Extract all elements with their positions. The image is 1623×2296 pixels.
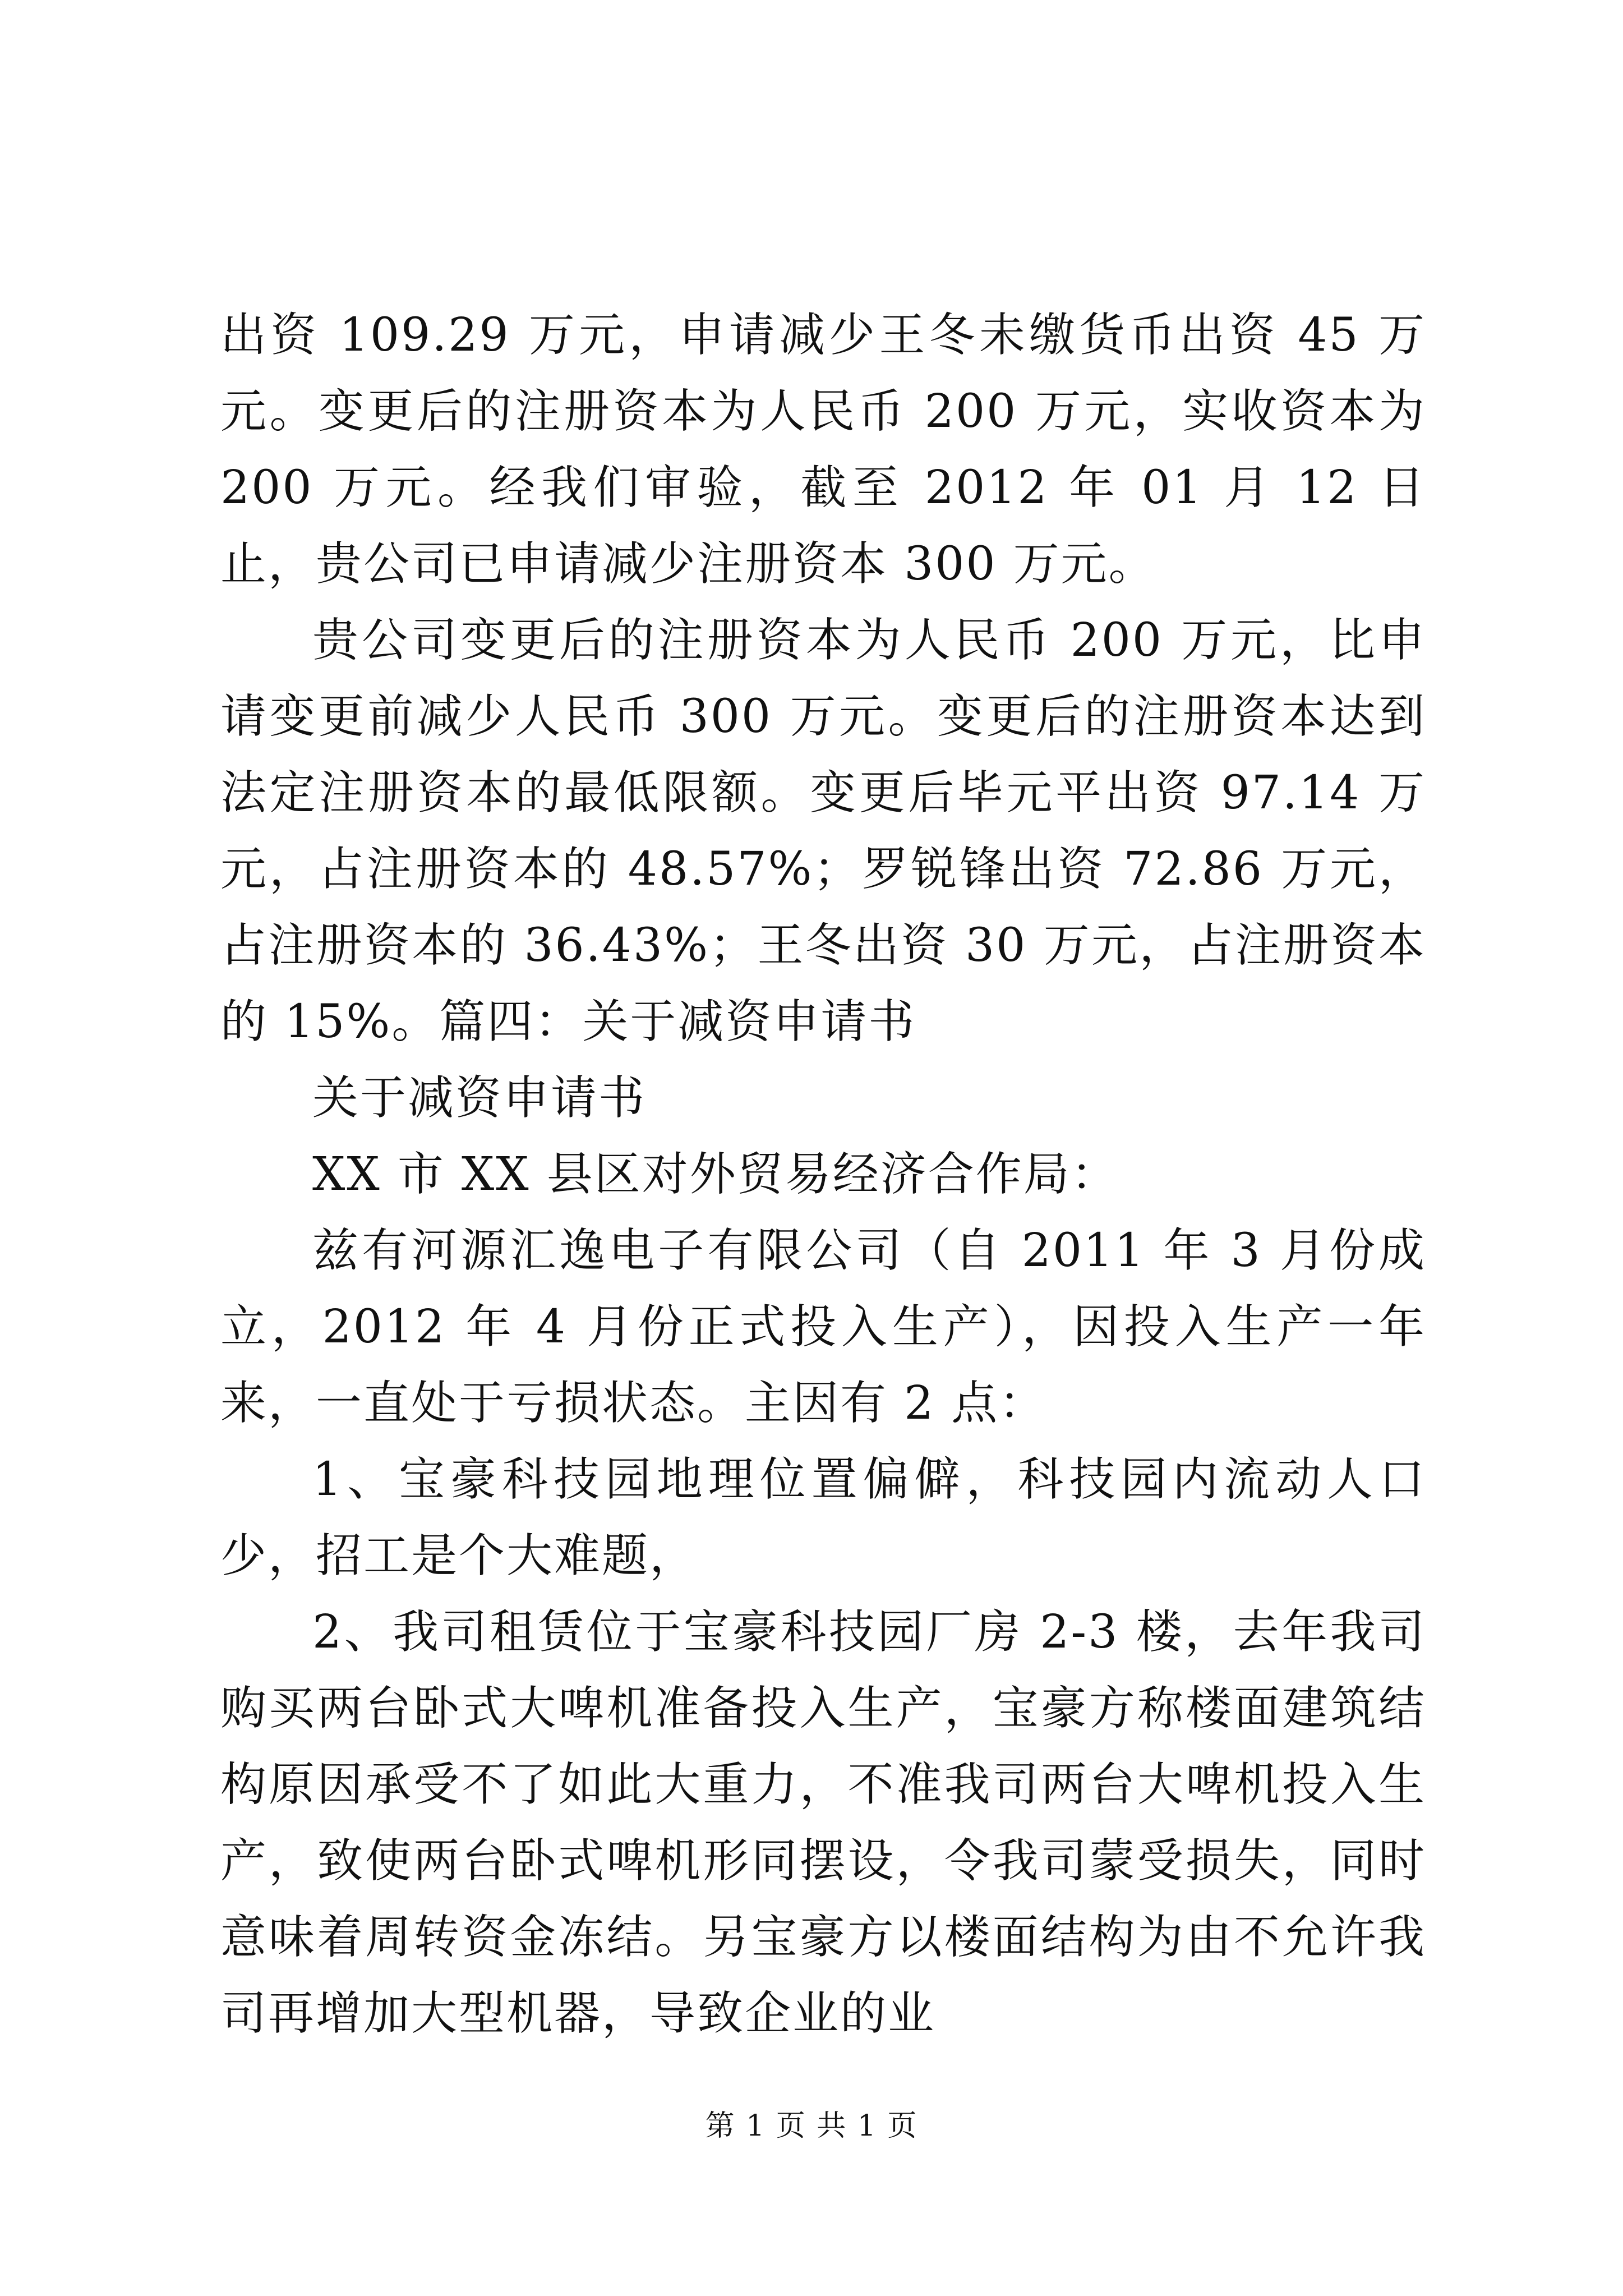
section-heading: 关于减资申请书: [312, 1071, 647, 1125]
page-footer: [0, 2106, 1623, 2146]
document-body: [220, 297, 1426, 2052]
paragraph-2: 贵公司变更后的注册资本为人民币 200 万元，比申请变更前减少人民币 300 万元。变更后的注册资本达到法定注册资本的最低限额。变更后毕元平出资 97.14 万元，占注册资本的 48.57%；罗锐锋出资 72.86 万元，占注册资本的 36.43%；王冬出资 30 万元，占注册资本的 15%。篇四：关于减资申请书: [220, 614, 1426, 1048]
page-number-label: 第 1 页 共 1 页: [705, 2109, 918, 2143]
reason-item-1: 1、宝豪科技园地理位置偏僻，科技园内流动人口少，招工是个大难题，: [220, 1453, 1426, 1582]
paragraph-5: 兹有河源汇逸电子有限公司（自 2011 年 3 月份成立，2012 年 4 月份正式投入生产），因投入生产一年来，一直处于亏损状态。主因有 2 点：: [220, 1224, 1426, 1430]
reason-item-2: 2、我司租赁位于宝豪科技园厂房 2-3 楼，去年我司购买两台卧式大啤机准备投入生产，宝豪方称楼面建筑结构原因承受不了如此大重力，不准我司两台大啤机投入生产，致使两台卧式啤机形同摆设，令我司蒙受损失，同时意味着周转资金冻结。另宝豪方以楼面结构为由不允许我司再增加大型机器，导致企业的业: [220, 1605, 1426, 2040]
addressee-line: XX 市 XX 县区对外贸易经济合作局：: [312, 1148, 1119, 1201]
paragraph-1: 出资 109.29 万元，申请减少王冬未缴货币出资 45 万元。变更后的注册资本为人民币 200 万元，实收资本为 200 万元。经我们审验，截至 2012 年 01 月 12 日止，贵公司已申请减少注册资本 300 万元。: [220, 309, 1426, 591]
